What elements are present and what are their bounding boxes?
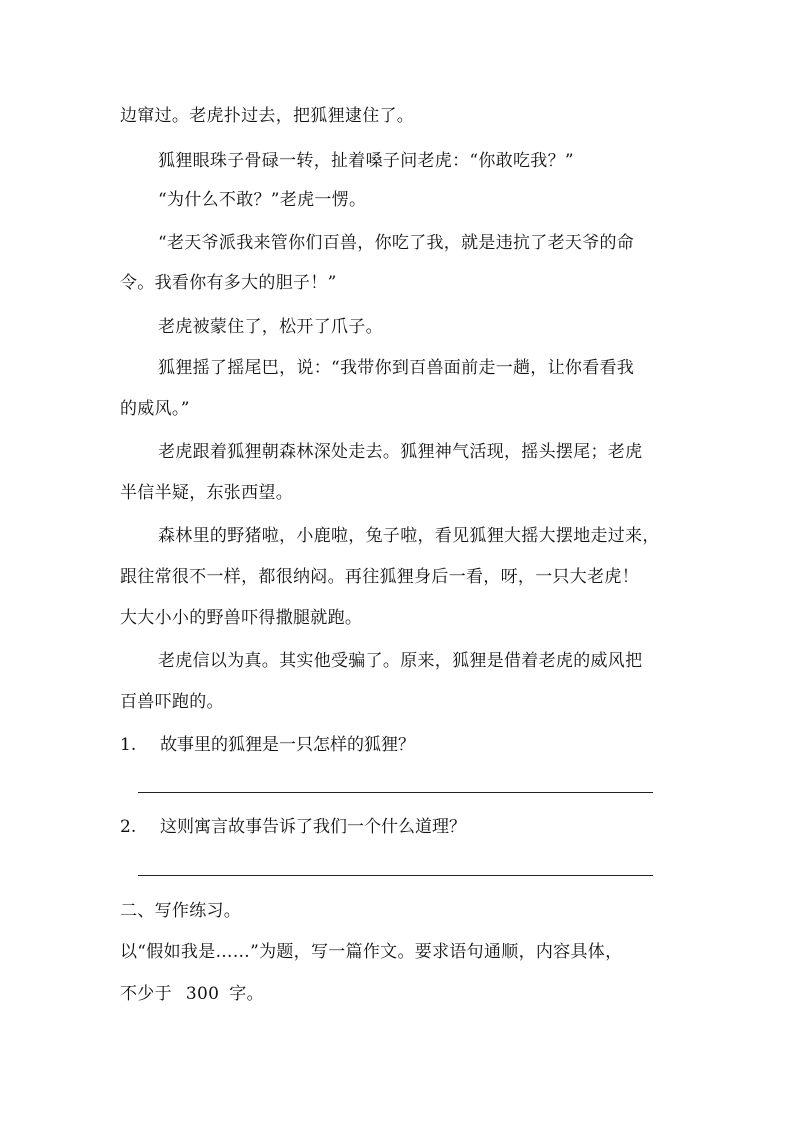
story-line-13: 大大小小的野兽吓得撒腿就跑。: [120, 608, 363, 628]
story-line-5: 令。我看你有多大的胆子！”: [120, 273, 337, 293]
word-count: 300: [185, 984, 220, 1004]
story-line-7: 狐狸摇了摇尾巴，说：“我带你到百兽面前走一趟，让你看看我: [158, 358, 635, 378]
story-line-14: 老虎信以为真。其实他受骗了。原来，狐狸是借着老虎的威风把: [158, 651, 643, 671]
story-line-11: 森林里的野猪啦，小鹿啦，兔子啦，看见狐狸大摇大摆地走过来，: [158, 526, 660, 546]
story-line-1: 边窜过。老虎扑过去，把狐狸逮住了。: [120, 106, 415, 126]
writing-prompt-suffix: 字。: [229, 984, 264, 1004]
story-line-12: 跟往常很不一样，都很纳闷。再往狐狸身后一看，呀，一只大老虎！: [120, 567, 639, 587]
story-line-9: 老虎跟着狐狸朝森林深处走去。狐狸神气活现，摇头摆尾；老虎: [158, 442, 643, 462]
story-line-3: “为什么不敢？”老虎一愣。: [158, 190, 367, 210]
question-2-answer-line[interactable]: [138, 875, 653, 876]
story-line-8: 的威风。”: [120, 399, 190, 419]
story-line-15: 百兽吓跑的。: [120, 692, 224, 712]
story-line-10: 半信半疑，东张西望。: [120, 483, 293, 503]
writing-prompt-line-1: 以“假如我是……”为题，写一篇作文。要求语句通顺，内容具体，: [120, 942, 623, 962]
question-2-text: 这则寓言故事告诉了我们一个什么道理？: [160, 817, 466, 837]
story-line-4: “老天爷派我来管你们百兽，你吃了我，就是违抗了老天爷的命: [158, 233, 635, 253]
question-2-number: 2.: [120, 817, 137, 837]
question-1-number: 1.: [120, 735, 137, 755]
question-1-answer-line[interactable]: [138, 792, 653, 793]
question-1-text: 故事里的狐狸是一只怎样的狐狸？: [160, 735, 415, 755]
story-line-6: 老虎被蒙住了，松开了爪子。: [158, 317, 383, 337]
writing-prompt-line-2: [120, 982, 264, 1006]
writing-prompt-prefix: 不少于: [120, 984, 172, 1004]
story-line-2: 狐狸眼珠子骨碌一转，扯着嗓子问老虎：“你敢吃我？”: [158, 151, 574, 171]
writing-heading: 二、写作练习。: [120, 901, 242, 921]
